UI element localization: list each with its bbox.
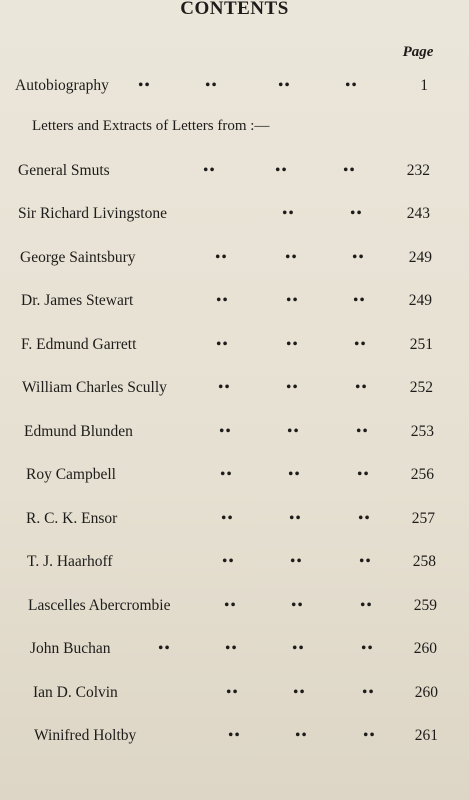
dot-leader: •• xyxy=(286,292,299,309)
entry-title: Edmund Blunden xyxy=(24,423,133,440)
dot-leader: •• xyxy=(286,336,299,353)
dot-leader: •• xyxy=(362,684,375,701)
dot-leader: •• xyxy=(203,162,216,179)
entry-title: General Smuts xyxy=(18,162,110,179)
entry-page-number: 261 xyxy=(414,727,438,744)
entry-page-number: 243 xyxy=(406,205,430,222)
dot-leader: •• xyxy=(224,597,237,614)
page-title: CONTENTS xyxy=(180,0,289,19)
dot-leader: •• xyxy=(358,510,371,527)
dot-leader: •• xyxy=(275,162,288,179)
section-intro: Letters and Extracts of Letters from :— xyxy=(32,118,270,134)
entry-title: T. J. Haarhoff xyxy=(27,553,113,570)
dot-leader: •• xyxy=(228,727,241,744)
entry-title: Sir Richard Livingstone xyxy=(18,205,167,222)
entry-title: William Charles Scully xyxy=(22,379,167,396)
entry-page-number: 260 xyxy=(414,684,438,701)
dot-leader: •• xyxy=(216,292,229,309)
contents-entry xyxy=(0,597,469,621)
dot-leader: •• xyxy=(353,292,366,309)
page-column-header: Page xyxy=(402,44,434,60)
dot-leader: •• xyxy=(292,640,305,657)
entry-title: Dr. James Stewart xyxy=(21,292,134,309)
dot-leader: •• xyxy=(359,553,372,570)
entry-title: George Saintsbury xyxy=(20,249,136,266)
contents-entry xyxy=(0,336,469,360)
dot-leader: •• xyxy=(226,684,239,701)
dot-leader: •• xyxy=(218,379,231,396)
contents-entry xyxy=(0,292,469,316)
entry-title: F. Edmund Garrett xyxy=(21,336,137,353)
entry-page-number: 249 xyxy=(408,249,432,266)
contents-entry xyxy=(0,727,469,751)
entry-page-number: 252 xyxy=(409,379,433,396)
dot-leader: •• xyxy=(345,77,358,94)
dot-leader: •• xyxy=(158,640,171,657)
dot-leader: •• xyxy=(363,727,376,744)
dot-leader: •• xyxy=(205,77,218,94)
contents-entry xyxy=(0,423,469,447)
dot-leader: •• xyxy=(291,597,304,614)
entry-title: Autobiography xyxy=(15,77,109,94)
dot-leader: •• xyxy=(361,640,374,657)
entry-page-number: 251 xyxy=(409,336,433,353)
dot-leader: •• xyxy=(354,336,367,353)
entry-title: Roy Campbell xyxy=(26,466,116,483)
contents-entry xyxy=(0,640,469,664)
dot-leader: •• xyxy=(215,249,228,266)
contents-entry xyxy=(0,684,469,708)
contents-entry xyxy=(0,77,469,101)
dot-leader: •• xyxy=(278,77,291,94)
dot-leader: •• xyxy=(352,249,365,266)
contents-entry xyxy=(0,379,469,403)
contents-entry xyxy=(0,553,469,577)
entry-page-number: 259 xyxy=(413,597,437,614)
entry-page-number: 257 xyxy=(411,510,435,527)
dot-leader: •• xyxy=(295,727,308,744)
dot-leader: •• xyxy=(293,684,306,701)
dot-leader: •• xyxy=(221,510,234,527)
entry-page-number: 253 xyxy=(410,423,434,440)
dot-leader: •• xyxy=(220,466,233,483)
entry-page-number: 232 xyxy=(406,162,430,179)
contents-entry xyxy=(0,510,469,534)
dot-leader: •• xyxy=(216,336,229,353)
dot-leader: •• xyxy=(355,379,368,396)
dot-leader: •• xyxy=(287,423,300,440)
dot-leader: •• xyxy=(288,466,301,483)
contents-entry xyxy=(0,162,469,186)
entry-title: R. C. K. Ensor xyxy=(26,510,118,527)
dot-leader: •• xyxy=(360,597,373,614)
entry-page-number: 260 xyxy=(413,640,437,657)
dot-leader: •• xyxy=(343,162,356,179)
contents-entry xyxy=(0,466,469,490)
dot-leader: •• xyxy=(285,249,298,266)
entry-title: Ian D. Colvin xyxy=(33,684,118,701)
entry-title: Lascelles Abercrombie xyxy=(28,597,171,614)
entry-page-number: 249 xyxy=(408,292,432,309)
dot-leader: •• xyxy=(356,423,369,440)
entry-page-number: 1 xyxy=(420,77,428,94)
dot-leader: •• xyxy=(289,510,302,527)
entry-title: John Buchan xyxy=(30,640,111,657)
dot-leader: •• xyxy=(286,379,299,396)
contents-entry xyxy=(0,205,469,229)
dot-leader: •• xyxy=(138,77,151,94)
entry-page-number: 258 xyxy=(412,553,436,570)
entry-page-number: 256 xyxy=(410,466,434,483)
dot-leader: •• xyxy=(350,205,363,222)
dot-leader: •• xyxy=(225,640,238,657)
entry-title: Winifred Holtby xyxy=(34,727,137,744)
contents-entry xyxy=(0,249,469,273)
dot-leader: •• xyxy=(222,553,235,570)
dot-leader: •• xyxy=(219,423,232,440)
dot-leader: •• xyxy=(282,205,295,222)
dot-leader: •• xyxy=(357,466,370,483)
dot-leader: •• xyxy=(290,553,303,570)
